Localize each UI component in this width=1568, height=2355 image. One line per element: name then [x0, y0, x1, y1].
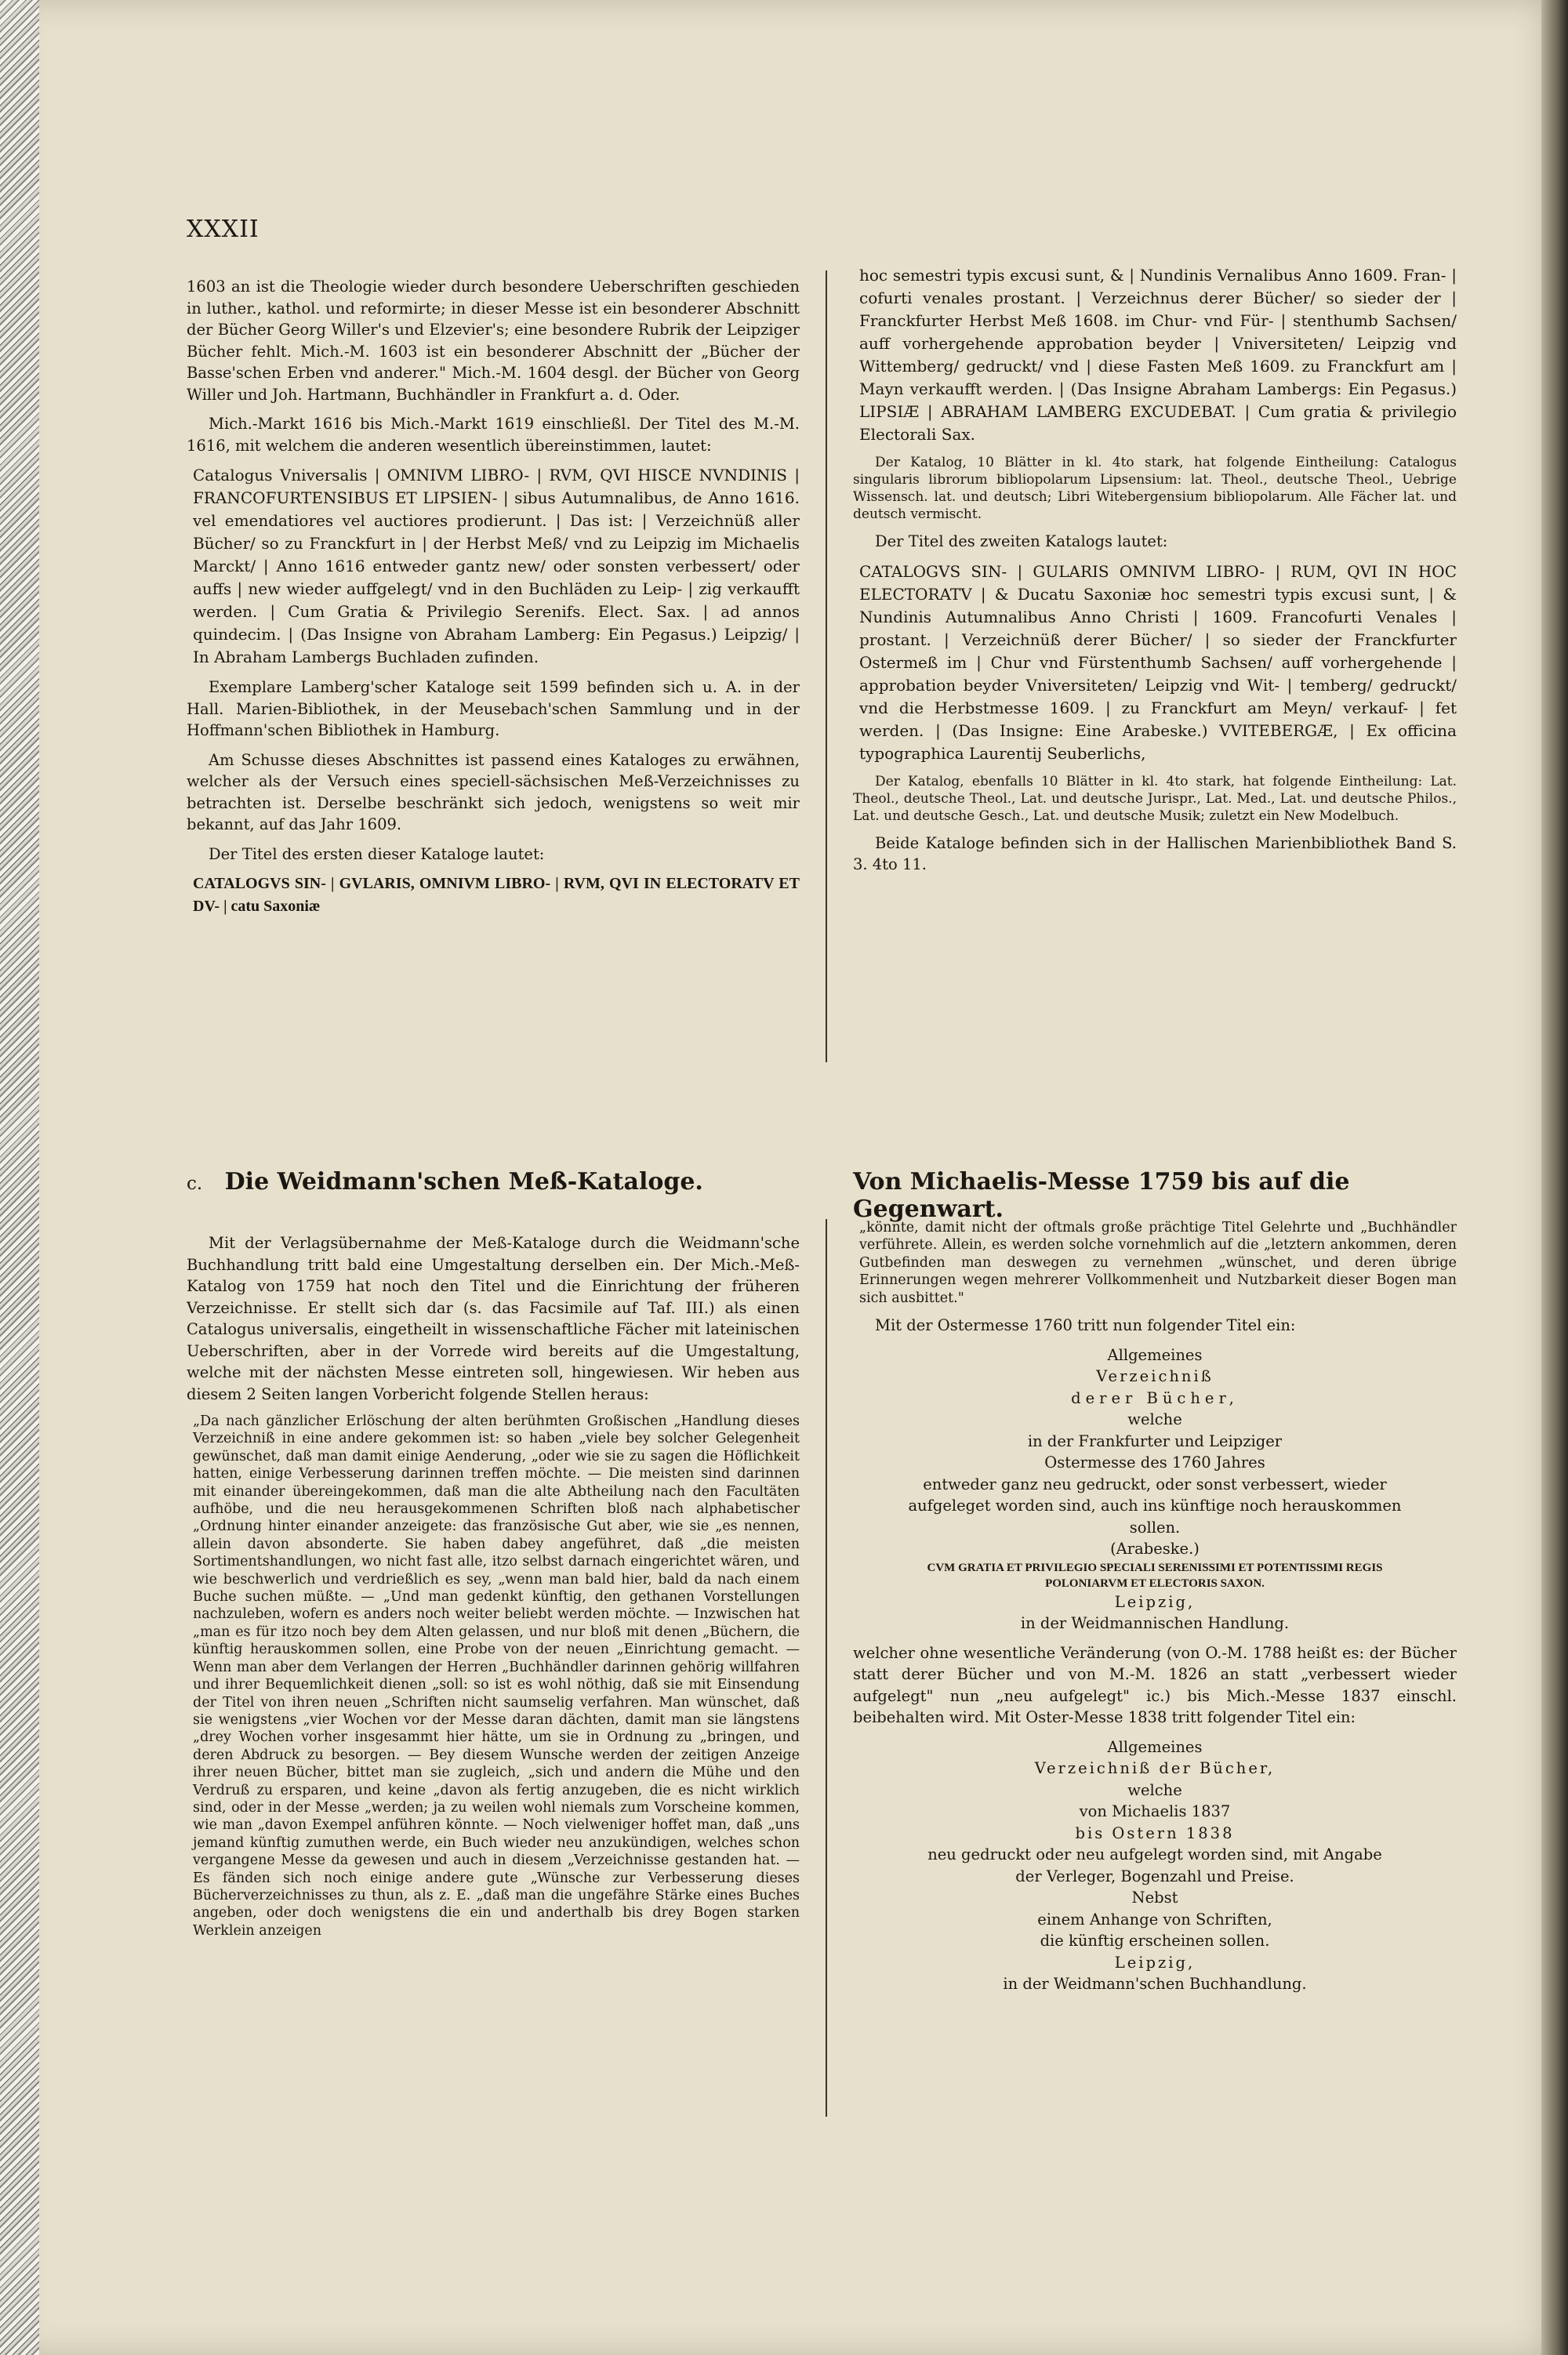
- paragraph: Beide Kataloge befinden sich in der Hallischen Marienbibliothek Band S. 3. 4to 11.: [853, 833, 1457, 873]
- column-divider: [826, 1219, 827, 2117]
- book-spine-shadow: [1541, 0, 1568, 2355]
- column-left-bottom: [187, 1232, 800, 1947]
- title-line: in der Weidmann'schen Buchhandlung.: [1003, 1975, 1307, 1994]
- title-line: in der Frankfurter und Leipziger: [1027, 1432, 1283, 1450]
- title-line: Leipzig,: [1114, 1953, 1196, 1972]
- title-line: in der Weidmannischen Handlung.: [1020, 1614, 1290, 1633]
- title-line: Ostermesse des 1760 Jahres: [1044, 1453, 1265, 1472]
- paragraph: Am Schusse dieses Abschnittes ist passend eines Kataloges zu erwähnen, welcher als der Versuch eines speciell-sächsischen Meß-Verzeichnisses zu betrachten ist. Derselbe beschränkt sich jedoch, wenigstens so weit mir bekannt, auf das Jahr 1609.: [187, 750, 800, 833]
- title-line: einem Anhange von Schriften,: [1037, 1910, 1272, 1929]
- title-line: neu gedruckt oder neu aufgelegt worden sind, mit Angabe: [927, 1845, 1382, 1864]
- title-line: von Michaelis 1837: [1079, 1802, 1231, 1821]
- title-line: welche: [1127, 1780, 1182, 1799]
- title-line: CVM GRATIA ET PRIVILEGIO SPECIALI SERENISSIMI ET POTENTISSIMI REGIS POLONIARVM ET ELECTORIS SAXON.: [927, 1561, 1383, 1590]
- paragraph: Mit der Ostermesse 1760 tritt nun folgender Titel ein:: [875, 1316, 1296, 1335]
- catalog-note: Der Katalog, 10 Blätter in kl. 4to stark, hat folgende Eintheilung: Catalogus singularis librorum bibliopolarum Lipsensium: lat. Theol., deutsche Theol., Uebrige Wissensch. lat. und deutsch; Libri Witebergensium bibliopolarum. Alle Fächer lat. und deutsch vermischt.: [853, 455, 1457, 522]
- paragraph: 1603 an ist die Theologie wieder durch besondere Ueberschriften geschieden in luther., kathol. und reformirte; in dieser Messe ist ein besonderer Abschnitt der Bücher Georg Willer's und Elzevier's; eine besondere Rubrik der Leipziger Bücher fehlt. Mich.-M. 1603 ist ein besonderer Abschnitt der „Bücher der Basse'schen Erben vnd anderer." Mich.-M. 1604 desgl. der Bücher von Georg Willer und Joh. Hartmann, Buchhändler in Frankfurt a. d. Oder.: [187, 278, 800, 404]
- title-line: aufgeleget worden sind, auch ins künftige noch herauskommen: [908, 1497, 1402, 1515]
- title-line: (Arabeske.): [1110, 1540, 1200, 1559]
- section-heading: [187, 1168, 1457, 1223]
- title-block-1760: [853, 1344, 1457, 1635]
- title-line: Allgemeines: [1107, 1737, 1203, 1756]
- title-line: bis Ostern 1838: [1075, 1823, 1235, 1842]
- column-divider: [826, 270, 827, 1062]
- title-line: Allgemeines: [1107, 1345, 1203, 1364]
- page-number: XXXII: [187, 216, 260, 243]
- paragraph: Der Titel des ersten dieser Kataloge lautet:: [209, 844, 545, 863]
- title-line: Leipzig,: [1114, 1592, 1196, 1611]
- catalog-note: Der Katalog, ebenfalls 10 Blätter in kl. 4to stark, hat folgende Eintheilung: Lat. Theol., deutsche Theol., Lat. und deutsche Jurispr., Lat. Med., Lat. und deutsche Philos., Lat. und deutsche Gesch., Lat. und deutsche Musik; zuletzt ein New Modelbuch.: [853, 773, 1457, 824]
- column-left-top: [187, 276, 800, 926]
- title-line: Verzeichniß der Bücher,: [1034, 1759, 1276, 1778]
- book-edge: [0, 0, 39, 2355]
- title-line: welche: [1127, 1410, 1182, 1429]
- title-line: Nebst: [1131, 1889, 1178, 1907]
- title-line: die künftig erscheinen sollen.: [1040, 1932, 1270, 1950]
- catalog-title-1609-first-continued: hoc semestri typis excusi sunt, & | Nundinis Vernalibus Anno 1609. Fran- | cofurti venales prostant. | Verzeichnus derer Bücher/ so sieder der | Franckfurter Herbst Meß 1608. im Chur- vnd Für- | stenthumb Sachsen/ auff vorhergehende approbation beyder | Vniversiteten/ Leipzig vnd Wittemberg/ gedruckt/ vnd | diese Fasten Meß 1609. zu Franckfurt am | Mayn verkaufft werden. | (Das Insigne Abraham Lambergs: Ein Pegasus.) LIPSIÆ | ABRAHAM LAMBERG EXCUDEBAT. | Cum gratia & privilegio Electorali Sax.: [859, 266, 1457, 444]
- title-line: sollen.: [1129, 1518, 1181, 1537]
- paragraph: Mit der Verlagsübernahme der Meß-Kataloge durch die Weidmann'sche Buchhandlung tritt bald eine Umgestaltung derselben ein. Der Mich.-Meß-Katalog von 1759 hat noch den Titel und die Einrichtung der früheren Verzeichnisse. Er stellt sich dar (s. das Facsimile auf Taf. III.) als einen Catalogus universalis, eingetheilt in wissenschaftliche Fächer mit lateinischen Ueberschriften, aber in der Vorrede wird bereits auf die Umgestaltung, welche mit der nächsten Messe eintreten soll, hingewiesen. Wir heben aus diesem 2 Seiten langen Vorbericht folgende Stellen heraus:: [187, 1234, 800, 1403]
- title-line: derer Bücher,: [1071, 1388, 1239, 1407]
- paragraph: Mich.-Markt 1616 bis Mich.-Markt 1619 einschließl. Der Titel des M.-M. 1616, mit welchem die anderen wesentlich übereinstimmen, lautet:: [187, 415, 800, 455]
- section-title-left: Die Weidmann'schen Meß-Kataloge.: [224, 1168, 703, 1196]
- column-right-top: [853, 264, 1457, 884]
- title-line: entweder ganz neu gedruckt, oder sonst verbessert, wieder: [923, 1475, 1387, 1493]
- catalog-title-1616: Catalogus Vniversalis | OMNIVM LIBRO- | RVM, QVI HISCE NVNDINIS | FRANCOFURTENSIBUS ET LIPSIEN- | sibus Autumnalibus, de Anno 1616. vel emendatiores vel auctiores prodierunt. | Das ist: | Verzeichnüß aller Bücher/ so zu Franckfurt in | der Herbst Meß/ vnd zu Leipzig im Michaelis Marckt/ | Anno 1616 entweder gantz new/ oder sonsten verbessert/ oder auffs | new wieder auffgelegt/ vnd in den Buchläden zu Leip- | zig verkaufft werden. | Cum Gratia & Privilegio Serenifs. Elect. Sax. | ad annos quindecim. | (Das Insigne von Abraham Lamberg: Ein Pegasus.) Leipzig/ | In Abraham Lambergs Buchladen zufinden.: [193, 466, 800, 666]
- catalog-title-1609-first: CATALOGVS SIN- | GVLARIS, OMNIVM LIBRO- | RVM, QVI IN ELECTORATV ET DV- | catu Saxoniæ: [193, 875, 800, 915]
- paragraph: Der Titel des zweiten Katalogs lautet:: [875, 532, 1168, 550]
- column-right-bottom: [853, 1219, 1457, 1995]
- section-title-right: Von Michaelis-Messe 1759 bis auf die Gegenwart.: [853, 1168, 1350, 1223]
- paragraph: Exemplare Lamberg'scher Kataloge seit 1599 befinden sich u. A. in der Hall. Marien-Bibliothek, in der Meusebach'schen Sammlung und in der Hoffmann'schen Bibliothek in Hamburg.: [187, 678, 800, 739]
- preface-quote-continued: „könnte, damit nicht der oftmals große prächtige Titel Gelehrte und „Buchhändler verführete. Allein, es werden solche vornehmlich auf die „letztern ankommen, deren Gutbefinden man deswegen zu vernehmen „wünschet, und deren übrige Erinnerungen wegen mehrerer Vollkommenheit und Nutzbarkeit dieser Bogen man sich ausbittet.": [859, 1220, 1457, 1306]
- title-line: der Verleger, Bogenzahl und Preise.: [1015, 1867, 1294, 1885]
- paragraph: welcher ohne wesentliche Veränderung (von O.-M. 1788 heißt es: der Bücher statt derer Bücher und von M.-M. 1826 an statt „verbessert wieder aufgelegt" nun „neu aufgelegt" ic.) bis Mich.-Messe 1837 einschl. beibehalten wird. Mit Oster-Messe 1838 tritt folgender Titel ein:: [853, 1643, 1457, 1727]
- title-block-1838: [853, 1736, 1457, 1995]
- preface-quote: „Da nach gänzlicher Erlöschung der alten berühmten Großischen „Handlung dieses Verzeichniß in eine andere gekommen ist: so haben „viele bey solcher Gelegenheit gewünschet, daß man damit einige Aenderung, „oder wie sie zu sagen die Höflichkeit hatten, einige Verbesserung darinnen treffen möchte. — Die meisten sind darinnen mit einander übereingekommen, daß man die alte Abtheilung nach den Facultäten aufhöbe, und die neu herausgekommenen Schriften bloß nach alphabetischer „Ordnung hinter einander anzeigete: das französische Gut aber, wie sie „es nennen, allein davon absonderte. Sie haben dabey angeführet, daß „die meisten Sortimentshandlungen, wo nicht fast alle, itzo selbst darnach eingerichtet wären, und wie beschwerlich und verdrießlich es sey, „wenn man bald hier, bald da nach einem Buche suchen müßte. — „Und man gedenkt künftig, den gethanen Vorstellungen nachzuleben, wofern es anders noch weiter beliebt werden möchte. — Inzwischen hat „man es für itzo noch bey dem Alten gelassen, und nur bloß mit denen „Büchern, die künftig herauskommen sollen, eine Probe von der neuen „Einrichtung gemacht. — Wenn man aber dem Verlangen der Herren „Buchhändler darinnen gehörig willfahren und ihrer Bequemlichkeit dienen „soll: so ist es wohl nöthig, daß sie mit Einsendung der Titel von ihren neuen „Schriften nicht saumselig verfahren. Man wünschet, daß sie wenigstens „vier Wochen vor der Messe daran dächten, damit man sie längstens „drey Wochen vorher insgesammt hier hätte, um sie in Ordnung zu „bringen, und deren Abdruck zu besorgen. — Bey diesem Wunsche werden der zeitigen Anzeige ihrer neuen Bücher, bittet man sie zugleich, „sich und andern die Mühe und den Verdruß zu ersparen, und keine „davon als fertig anzugeben, die es nicht wirklich sind, oder in der Messe „werden; ja zu weilen wohl niemals zum Vorscheine kommen, wie man „davon Exempel anführen könnte. — Noch vielweniger hoffet man, daß „uns jemand künftig zumuthen werde, ein Buch wieder neu anzukündigen, welches schon vergangene Messe da gewesen und auch in diesem „Verzeichnisse gestanden hat. — Es fänden sich noch einige andere gute „Wünsche zur Verbesserung dieses Bücherverzeichnisses zu thun, als z. E. „daß man die ungefähre Stärke eines Buches angeben, oder doch wenigstens die ein und anderthalb bis drey Bogen starken Werklein anzeigen: [193, 1413, 800, 1939]
- section-label: c.: [187, 1174, 203, 1194]
- title-line: Verzeichniß: [1096, 1367, 1214, 1386]
- catalog-title-1609-second: CATALOGVS SIN- | GULARIS OMNIVM LIBRO- | RUM, QVI IN HOC ELECTORATV | & Ducatu Saxoniæ hoc semestri typis excusi sunt, | & Nundinis Autumnalibus Anno Christi | 1609. Francofurti Venales | prostant. | Verzeichnüß derer Bücher/ | so sieder der Franckfurter Ostermeß im | Chur vnd Fürstenthumb Sachsen/ auff vorhergehende | approbation beyder Vniversiteten/ Leipzig vnd Wit- | temberg/ gedruckt/ vnd die Herbstmesse 1609. | zu Franckfurt am Meyn/ verkauf- | fet werden. | (Das Insigne: Eine Arabeske.) VVITEBERGÆ, | Ex officina typographica Laurentij Seuberlichs,: [859, 561, 1457, 763]
